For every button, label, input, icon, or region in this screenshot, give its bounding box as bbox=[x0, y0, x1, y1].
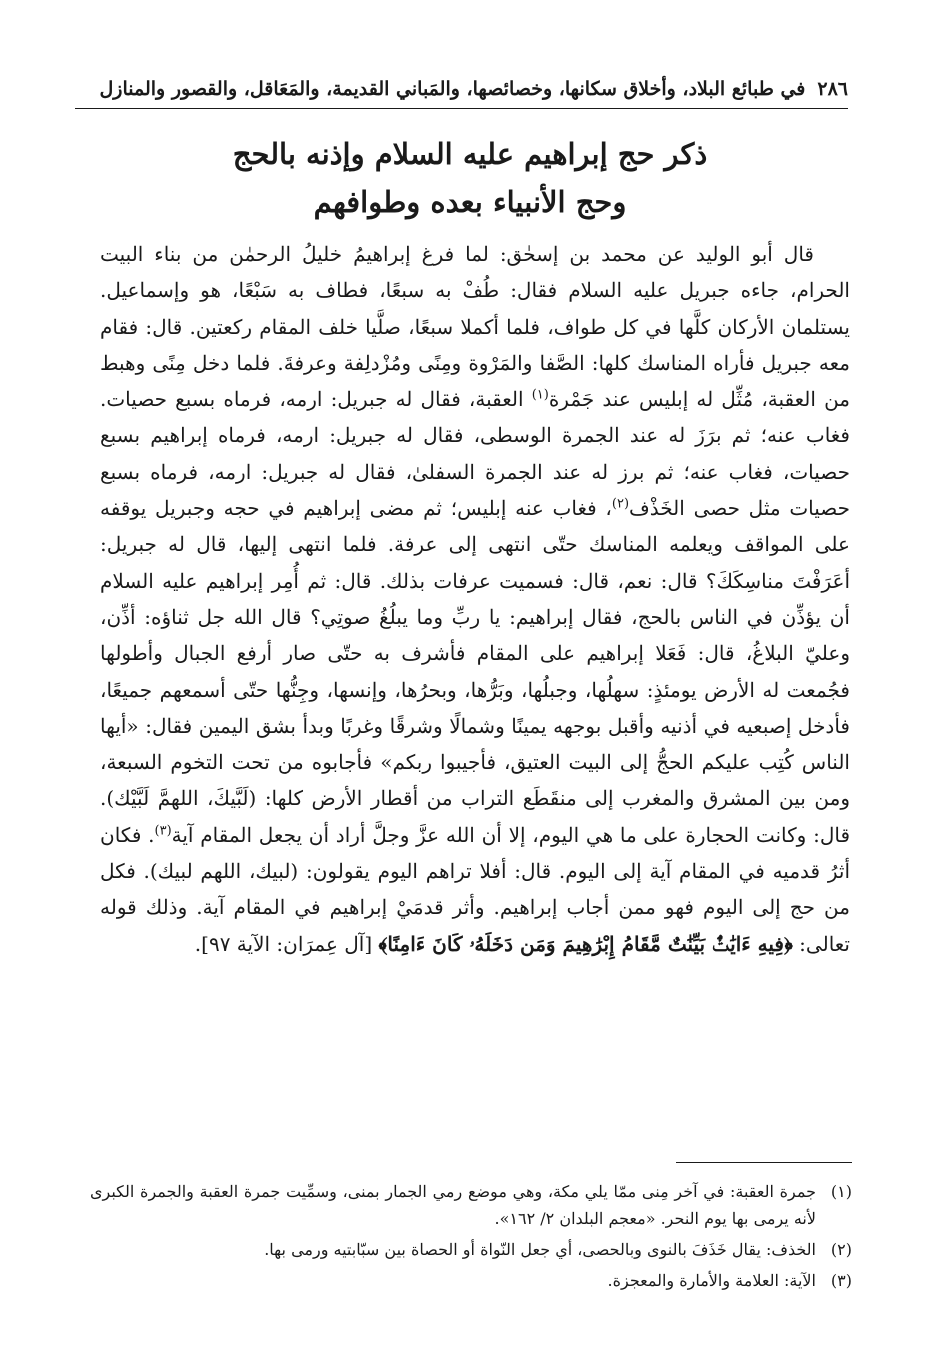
verse-citation: [آل عِمرَان: الآية ٩٧]. bbox=[194, 931, 379, 956]
quran-verse: ﴿فِيهِ ءَايَٰتٌۢ بَيِّنَٰتٌ مَّقَامُ إِبْرَٰهِيمَ وَمَن دَخَلَهُۥ كَانَ ءَامِنًا﴾ bbox=[378, 931, 793, 956]
running-title: في طبائع البلاد، وأخلاق سكانها، وخصائصها، والمَباني القديمة، والمَعَاقل، والقصور والمنازل bbox=[99, 78, 806, 100]
footnote-text: جمرة العقبة: في آخر مِنى ممّا يلي مكة، وهي موضع رمي الجمار بمنى، وسمِّيت جمرة العقبة والجمرة الكبرى لأنه يرمى بها يوم النحر. «معجم البلدان ٢/ ١٦٢». bbox=[90, 1182, 817, 1228]
footnotes bbox=[90, 1178, 852, 1298]
footnote-2 bbox=[90, 1236, 852, 1263]
footnote-text: الآية: العلامة والأمارة والمعجزة. bbox=[607, 1271, 816, 1290]
footnote-ref-2[interactable]: (٢) bbox=[611, 496, 630, 512]
main-paragraph bbox=[100, 236, 850, 962]
footnote-ref-3[interactable]: (٣) bbox=[154, 823, 172, 839]
running-header bbox=[75, 70, 848, 109]
footnote-ref-1[interactable]: (١) bbox=[531, 387, 549, 403]
footnote-number: (٢) bbox=[830, 1240, 852, 1259]
body-text bbox=[100, 236, 850, 962]
paragraph-segment-4: . فكان أثرُ قدميه في المقام آية إلى اليوم. قال: أفلا تراهم اليوم يقولون: (لبيك، اللهم لبيك). فكل من حج إلى اليوم فهو ممن أجاب إبراهيم. وأثر قدمَيْ إبراهيم في المقام آية. وذلك قوله تعالى: bbox=[100, 822, 850, 956]
chapter-title bbox=[100, 130, 840, 226]
footnote-3 bbox=[90, 1267, 852, 1294]
footnote-separator bbox=[676, 1162, 852, 1163]
paragraph-segment-1: قال أبو الوليد عن محمد بن إسحٰق: لما فرغ إبراهيمُ خليلُ الرحمٰن من بناء البيت الحرام، جاءه جبريل عليه السلام فقال: طُفْ به سبعًا، فطاف به سَبْعًا، هو وإسماعيل. يستلمان الأركان كلَّها في كل طواف، فلما أكملا سبعًا، صلَّيا خلف المقام ركعتين. قال: فقام معه جبريل فأراه المناسك كلها: الصَّفا والمَرْوة ومِنًى ومُزْدلِفة وعرفةَ. فلما دخل مِنًى وهبط من العقبة، مُثِّل له إبليس عند جَمْرة bbox=[100, 242, 851, 412]
footnote-number: (١) bbox=[830, 1182, 852, 1201]
footnote-text: الخذف: يقال خَذَفَ بالنوى وبالحصى، أي جعل النّواة أو الحصاة بين سبّابتيه ورمى بها. bbox=[264, 1240, 816, 1259]
page-number: ٢٨٦ bbox=[817, 78, 848, 100]
chapter-title-line-1: ذكر حج إبراهيم عليه السلام وإذنه بالحج bbox=[232, 137, 708, 171]
footnote-number: (٣) bbox=[830, 1271, 852, 1290]
paragraph-segment-3: ، فغاب عنه إبليس؛ ثم مضى إبراهيم في حجه وجبريل يوقفه على المواقف ويعلمه المناسك حتّى انتهى إلى عرفة. فلما انتهى إليها، قال له جبريل: أعَرَفْتَ مناسِكَكَ؟ قال: نعم، قال: فسميت عرفات بذلك. قال: ثم أُمِر إبراهيم عليه السلام أن يؤذِّن في الناس بالحج، فقال إبراهيم: يا ربِّ وما يبلُغُ صوتِي؟ قال الله جل ثناؤه: أذِّن، وعليّ البلاغُ، قال: فَعَلا إبراهيم على المقام فأشرف به حتّى صار أرفع الجبال وأطولها فجُمعت له الأرض يومئذٍ: سهلُها، وجبلُها، وبَرُّها، وبحرُها، وإنسها، وجِنُّها حتّى أسمعهم جميعًا، فأدخل إصبعيه في أذنيه وأقبل بوجهه يمينًا وشمالًا وشرقًا وغربًا وبدأ بشق اليمين فقال: «أيها الناس كُتِب عليكم الحجُّ إلى البيت العتيق، فأجيبوا ربكم» فأجابوه من تحت التخوم السبعة، ومن بين المشرق والمغرب إلى منقَطَع التراب من أقطار الأرض كلها: (لَبَّيكَ، اللهمَّ لَبَّيْك). قال: وكانت الحجارة على ما هي اليوم، إلا أن الله عزَّ وجلَّ أراد أن يجعل المقام آية bbox=[100, 496, 850, 847]
footnote-1 bbox=[90, 1178, 852, 1232]
chapter-title-line-2: وحج الأنبياء بعده وطوافهم bbox=[313, 185, 627, 219]
paragraph-segment-2: العقبة، فقال له جبريل: ارمه، فرماه بسبع حصيات. فغاب عنه؛ ثم برَزَ له عند الجمرة الوسطى، فقال له جبريل: ارمه، فرماه إبراهيم بسبع حصيات، فغاب عنه؛ ثم برز له عند الجمرة السفلىٰ، فقال له جبريل: ارمه، فرماه بسبع حصيات مثل حصى الخَذْف bbox=[100, 387, 850, 521]
